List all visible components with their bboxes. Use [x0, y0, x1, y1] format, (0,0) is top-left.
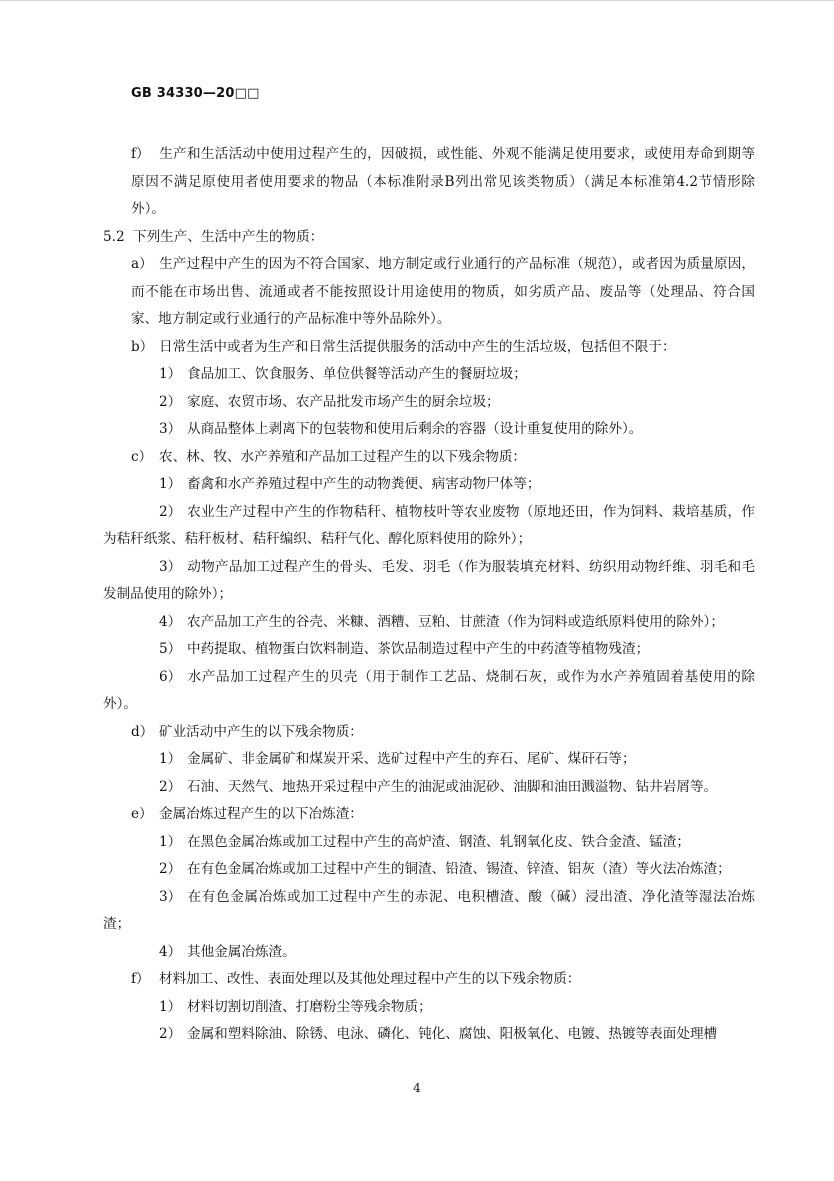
item-text: 其他金属冶炼渣。: [187, 943, 296, 960]
list-marker: 4）: [159, 943, 182, 960]
sub-item-wrapping: [103, 664, 755, 719]
item-text: 金属矿、非金属矿和煤炭开采、选矿过程中产生的弃石、尾矿、煤矸石等；: [187, 751, 636, 767]
item-text: 畜禽和水产养殖过程中产生的动物粪便、病害动物尸体等；: [187, 476, 541, 492]
item-text: 水产品加工过程产生的贝壳（用于制作工艺品、烧制石灰，或作为水产养殖固着基使用的除外）。: [103, 668, 755, 712]
list-marker: a）: [131, 256, 153, 272]
clause-text: 生产和生活活动中使用过程产生的，因破损，或性能、外观不能满足使用要求，或使用寿命到期等原因不满足原使用者使用要求的物品（本标准附录B列出常见该类物质）（满足本标准第4.2节情形除外）。: [131, 146, 755, 217]
list-marker: e）: [131, 806, 153, 822]
list-marker: 1）: [159, 476, 182, 492]
clause-f-used-articles: [103, 141, 755, 224]
clause-text: 日常生活中或者为生产和日常生活提供服务的活动中产生的生活垃圾，包括但不限于：: [159, 338, 676, 355]
list-marker: 3）: [159, 888, 182, 905]
item-text: 石油、天然气、地热开采过程中产生的油泥或油泥砂、油脚和油田溅溢物、钻井岩屑等。: [187, 778, 718, 795]
list-marker: 3）: [159, 558, 182, 575]
sub-item: [103, 1021, 755, 1049]
item-text: 动物产品加工过程产生的骨头、毛发、羽毛（作为服装填充材料、纺织用动物纤维、羽毛和毛发制品使用的除外）；: [103, 558, 755, 602]
list-marker: b）: [131, 338, 154, 355]
clause-b: [103, 334, 755, 362]
sub-item-wrapping: [103, 499, 755, 554]
sub-item: [103, 746, 755, 774]
clause-text: 金属冶炼过程产生的以下冶炼渣：: [159, 806, 363, 822]
list-marker: 2）: [159, 393, 182, 410]
list-marker: 6）: [159, 668, 182, 685]
list-marker: 1）: [159, 998, 182, 1015]
item-text: 食品加工、饮食服务、单位供餐等活动产生的餐厨垃圾；: [187, 366, 527, 382]
clause-d: [103, 719, 755, 747]
list-marker: 3）: [159, 421, 182, 437]
item-text: 在有色金属冶炼或加工过程中产生的铜渣、铅渣、锡渣、锌渣、铝灰（渣）等火法冶炼渣；: [187, 861, 731, 877]
sub-item: [103, 609, 755, 637]
list-marker: 2）: [159, 861, 182, 877]
clause-c: [103, 444, 755, 472]
list-marker: 1）: [159, 833, 182, 850]
sub-item: [103, 636, 755, 664]
clause-text: 农、林、牧、水产养殖和产品加工过程产生的以下残余物质：: [159, 448, 527, 465]
item-text: 农业生产过程中产生的作物秸秆、植物枝叶等农业废物（原地还田，作为饲料、栽培基质，作为秸秆纸浆、秸秆板材、秸秆编织、秸秆气化、醇化原料使用的除外）；: [103, 503, 755, 547]
item-text: 材料切割切削渣、打磨粉尘等残余物质；: [187, 998, 432, 1015]
list-marker: c）: [131, 448, 153, 465]
clause-a: [103, 251, 755, 334]
item-text: 中药提取、植物蛋白饮料制造、茶饮品制造过程中产生的中药渣等植物残渣；: [187, 641, 650, 657]
section-5-2-heading: [103, 224, 755, 252]
item-text: 在黑色金属冶炼或加工过程中产生的高炉渣、钢渣、轧钢氧化皮、铁合金渣、锰渣；: [187, 833, 690, 850]
standard-number-header: GB 34330—20□□: [131, 86, 260, 101]
clause-text: 生产过程中产生的因为不符合国家、地方制定或行业通行的产品标准（规范），或者因为质量原因，而不能在市场出售、流通或者不能按照设计用途使用的物质，如劣质产品、废品等（处理品、符合国家、地方制定或行业通行的产品标准中等外品除外）。: [131, 256, 755, 327]
sub-item-wrapping: [103, 884, 755, 939]
list-marker: 2）: [159, 778, 182, 795]
clause-f-materials: [103, 966, 755, 994]
item-text: 家庭、农贸市场、农产品批发市场产生的厨余垃圾；: [187, 393, 500, 410]
clause-text: 矿业活动中产生的以下残余物质：: [159, 723, 363, 740]
list-marker: f）: [131, 146, 150, 162]
section-number: 5.2: [103, 228, 125, 245]
item-text: 从商品整体上剥离下的包装物和使用后剩余的容器（设计重复使用的除外）。: [187, 421, 643, 437]
sub-item-wrapping: [103, 554, 755, 609]
section-title: 下列生产、生活中产生的物质：: [133, 228, 324, 245]
item-text: 农产品加工产生的谷壳、米糠、酒糟、豆粕、甘蔗渣（作为饲料或造纸原料使用的除外）；: [187, 613, 724, 630]
sub-item: [103, 829, 755, 857]
list-marker: 2）: [159, 1026, 182, 1042]
list-marker: f）: [131, 971, 150, 987]
list-marker: d）: [131, 723, 154, 740]
sub-item: [103, 361, 755, 389]
item-text: 金属和塑料除油、除锈、电泳、磷化、钝化、腐蚀、阳极氧化、电镀、热镀等表面处理槽: [187, 1026, 718, 1042]
sub-item: [103, 994, 755, 1022]
list-marker: 1）: [159, 751, 182, 767]
list-marker: 2）: [159, 503, 182, 520]
sub-item: [103, 856, 755, 884]
list-marker: 4）: [159, 613, 182, 630]
sub-item: [103, 389, 755, 417]
sub-item: [103, 939, 755, 967]
item-text: 在有色金属冶炼或加工过程中产生的赤泥、电积槽渣、酸（碱）浸出渣、净化渣等湿法冶炼渣；: [103, 888, 755, 932]
page-number: 4: [413, 1081, 421, 1095]
sub-item: [103, 774, 755, 802]
sub-item: [103, 416, 755, 444]
list-marker: 1）: [159, 366, 182, 382]
sub-item: [103, 471, 755, 499]
clause-e: [103, 801, 755, 829]
document-body: [103, 141, 755, 1049]
clause-text: 材料加工、改性、表面处理以及其他处理过程中产生的以下残余物质：: [159, 971, 581, 987]
list-marker: 5）: [159, 641, 182, 657]
